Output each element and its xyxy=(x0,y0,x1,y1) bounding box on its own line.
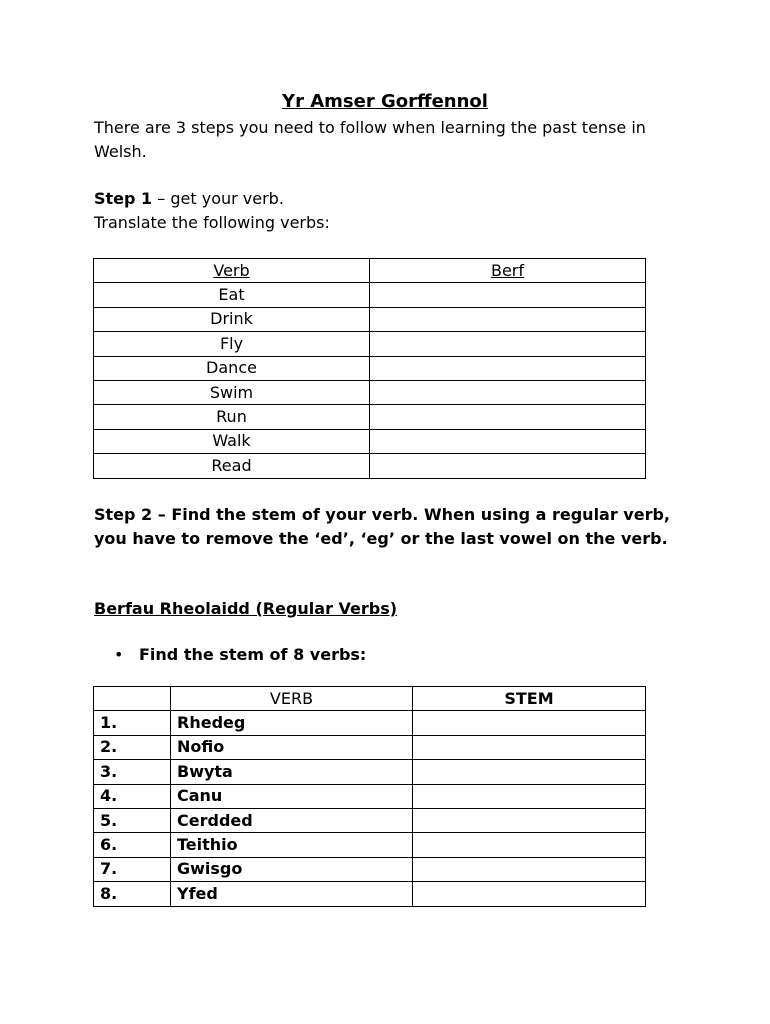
row-number: 2. xyxy=(94,735,171,759)
stem-cell[interactable] xyxy=(413,833,646,857)
verb-cell: Run xyxy=(94,405,370,429)
step2-text: Step 2 – Find the stem of your verb. When using a regular verb, you have to remove the ‘ed’, ‘eg’ or the last vowel on the verb. xyxy=(94,505,671,548)
verb-cell: Read xyxy=(94,454,370,478)
verb-cell: Eat xyxy=(94,283,370,307)
table-row xyxy=(94,307,646,331)
table-row xyxy=(94,711,646,735)
verb-header: VERB xyxy=(171,687,413,711)
stem-cell[interactable] xyxy=(413,784,646,808)
answer-cell[interactable] xyxy=(370,356,646,380)
table-row xyxy=(94,405,646,429)
verb-cell: Bwyta xyxy=(171,760,413,784)
table-row xyxy=(94,882,646,906)
bullet-text: Find the stem of 8 verbs: xyxy=(139,645,367,664)
answer-cell[interactable] xyxy=(370,405,646,429)
row-number: 3. xyxy=(94,760,171,784)
step1-label: Step 1 xyxy=(94,189,153,208)
stem-cell[interactable] xyxy=(413,857,646,881)
row-number: 6. xyxy=(94,833,171,857)
verb-cell: Rhedeg xyxy=(171,711,413,735)
verb-stem-table xyxy=(93,686,646,907)
stem-cell[interactable] xyxy=(413,882,646,906)
stem-cell[interactable] xyxy=(413,808,646,832)
header-cell xyxy=(94,259,370,283)
table-row xyxy=(94,380,646,404)
number-header xyxy=(94,687,171,711)
header-cell xyxy=(370,259,646,283)
verb-cell: Nofio xyxy=(171,735,413,759)
table-row xyxy=(94,283,646,307)
table-header-row xyxy=(94,687,646,711)
stem-cell[interactable] xyxy=(413,711,646,735)
verb-cell: Gwisgo xyxy=(171,857,413,881)
table-row xyxy=(94,356,646,380)
step1-text: – get your verb. xyxy=(152,189,284,208)
table-row xyxy=(94,429,646,453)
row-number: 7. xyxy=(94,857,171,881)
table-row xyxy=(94,760,646,784)
verb-cell: Walk xyxy=(94,429,370,453)
verb-cell: Swim xyxy=(94,380,370,404)
berf-header: Berf xyxy=(490,260,525,280)
answer-cell[interactable] xyxy=(370,429,646,453)
stem-header: STEM xyxy=(413,687,646,711)
section-heading: Berfau Rheolaidd (Regular Verbs) xyxy=(94,599,398,618)
row-number: 5. xyxy=(94,808,171,832)
step1-line xyxy=(94,187,694,211)
table-row xyxy=(94,833,646,857)
table-row xyxy=(94,784,646,808)
table-row xyxy=(94,735,646,759)
translate-verbs-table xyxy=(93,258,646,479)
intro-text: There are 3 steps you need to follow when learning the past tense in Welsh. xyxy=(94,118,646,161)
answer-cell[interactable] xyxy=(370,332,646,356)
table-row xyxy=(94,857,646,881)
verb-header: Verb xyxy=(213,260,250,280)
verb-cell: Teithio xyxy=(171,833,413,857)
verb-cell: Dance xyxy=(94,356,370,380)
stem-cell[interactable] xyxy=(413,760,646,784)
table-row xyxy=(94,454,646,478)
answer-cell[interactable] xyxy=(370,454,646,478)
table-row xyxy=(94,808,646,832)
verb-cell: Drink xyxy=(94,307,370,331)
verb-cell: Yfed xyxy=(171,882,413,906)
row-number: 4. xyxy=(94,784,171,808)
answer-cell[interactable] xyxy=(370,380,646,404)
verb-cell: Fly xyxy=(94,332,370,356)
answer-cell[interactable] xyxy=(370,307,646,331)
row-number: 8. xyxy=(94,882,171,906)
bullet-dot: • xyxy=(114,645,124,664)
table-header-row xyxy=(94,259,646,283)
verb-cell: Canu xyxy=(171,784,413,808)
page-title: Yr Amser Gorffennol xyxy=(282,91,488,112)
step1-instruction: Translate the following verbs: xyxy=(94,213,330,232)
verb-cell: Cerdded xyxy=(171,808,413,832)
table-row xyxy=(94,332,646,356)
row-number: 1. xyxy=(94,711,171,735)
answer-cell[interactable] xyxy=(370,283,646,307)
stem-cell[interactable] xyxy=(413,735,646,759)
